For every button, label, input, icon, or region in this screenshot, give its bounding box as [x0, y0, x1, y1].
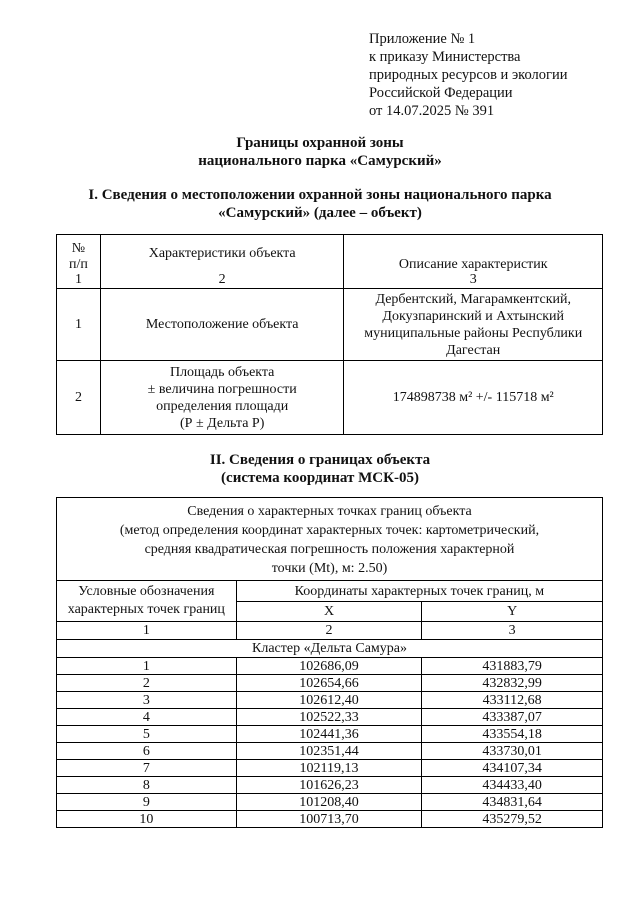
- table-row: [57, 658, 603, 675]
- y-value: 432832,99: [422, 675, 603, 692]
- table-index-row: [57, 273, 603, 289]
- point-number: 7: [57, 760, 237, 777]
- info-line: средняя квадратическая погрешность положения характерной: [144, 542, 515, 557]
- point-number: 9: [57, 794, 237, 811]
- table-row: [57, 361, 603, 435]
- coordinates-info-row: [57, 498, 603, 581]
- x-value: 102522,33: [236, 709, 422, 726]
- points-header-line: характерных точек границ: [67, 602, 225, 617]
- table-row: [57, 794, 603, 811]
- table-row: [57, 675, 603, 692]
- description-line: Дагестан: [446, 342, 501, 358]
- appendix-line: от 14.07.2025 № 391: [369, 103, 495, 119]
- x-value: 102686,09: [236, 658, 422, 675]
- section1-title-line: I. Сведения о местоположении охранной зоны национального парка: [88, 187, 552, 203]
- characteristic-line: определения площади: [156, 398, 289, 414]
- point-number: 5: [57, 726, 237, 743]
- x-value: 100713,70: [236, 811, 422, 828]
- description-line: муниципальные районы Республики: [364, 325, 583, 341]
- x-value: 102654,66: [236, 675, 422, 692]
- y-value: 431883,79: [422, 658, 603, 675]
- x-value: 102119,13: [236, 760, 422, 777]
- appendix-line: Российской Федерации: [369, 85, 513, 101]
- row-characteristic: [100, 361, 344, 435]
- table-row: [57, 777, 603, 794]
- column-index: 3: [422, 622, 603, 640]
- section2-title-line: (система координат МСК-05): [221, 470, 419, 486]
- appendix-line: Приложение № 1: [369, 31, 476, 47]
- y-header: Y: [422, 602, 603, 622]
- point-number: 4: [57, 709, 237, 726]
- y-value: 433554,18: [422, 726, 603, 743]
- cluster-row: [57, 640, 603, 658]
- section1-title-line: «Самурский» (далее – объект): [218, 205, 422, 221]
- points-header-line: Условные обозначения: [78, 584, 215, 599]
- main-title-line: Границы охранной зоны: [236, 135, 404, 151]
- characteristic-line: ± величина погрешности: [147, 381, 297, 397]
- info-line: Сведения о характерных точках границ объекта: [187, 504, 472, 519]
- table-row: [57, 726, 603, 743]
- table-row: [57, 760, 603, 777]
- table-header-row: [57, 235, 603, 273]
- y-value: 433730,01: [422, 743, 603, 760]
- appendix-line: к приказу Министерства: [369, 49, 521, 65]
- column-index: 1: [57, 622, 237, 640]
- main-title-line: национального парка «Самурский»: [198, 153, 442, 169]
- x-value: 102441,36: [236, 726, 422, 743]
- column-index: 3: [344, 273, 603, 289]
- table-row: [57, 289, 603, 361]
- appendix-line: природных ресурсов и экологии: [369, 67, 568, 83]
- info-line: точки (Mt), м: 2.50): [271, 561, 388, 576]
- coordinates-table: [56, 497, 603, 828]
- column-index: 1: [57, 273, 101, 289]
- appendix-block: [369, 30, 567, 120]
- x-value: 101626,23: [236, 777, 422, 794]
- point-number: 6: [57, 743, 237, 760]
- y-value: 433112,68: [422, 692, 603, 709]
- section1-title: [0, 186, 640, 222]
- x-header: X: [236, 602, 422, 622]
- points-header: [57, 581, 237, 622]
- location-table: [56, 234, 603, 435]
- num-header: [57, 235, 101, 273]
- description-line: Докузпаринский и Ахтынский: [382, 308, 565, 324]
- coords-header: Координаты характерных точек границ, м: [236, 581, 602, 602]
- main-title: [0, 134, 640, 170]
- y-value: 434831,64: [422, 794, 603, 811]
- column-index: 2: [100, 273, 344, 289]
- row-number: 1: [57, 289, 101, 361]
- cluster-label: Кластер «Дельта Самура»: [57, 640, 603, 658]
- point-number: 3: [57, 692, 237, 709]
- y-value: 433387,07: [422, 709, 603, 726]
- description-line: Дербентский, Магарамкентский,: [375, 291, 571, 307]
- x-value: 102351,44: [236, 743, 422, 760]
- coordinates-info: [57, 498, 603, 581]
- row-description: [344, 289, 603, 361]
- point-number: 8: [57, 777, 237, 794]
- y-value: 435279,52: [422, 811, 603, 828]
- header-row: [57, 581, 603, 602]
- characteristic-line: Площадь объекта: [169, 364, 275, 380]
- section2-title-line: II. Сведения о границах объекта: [209, 452, 431, 468]
- index-row: [57, 622, 603, 640]
- point-number: 2: [57, 675, 237, 692]
- num-header-line: п/п: [69, 256, 88, 272]
- point-number: 10: [57, 811, 237, 828]
- description-header: Описание характеристик: [344, 235, 603, 273]
- table-row: [57, 709, 603, 726]
- section2-title: [0, 451, 640, 487]
- row-characteristic: Местоположение объекта: [100, 289, 344, 361]
- info-line: (метод определения координат характерных точек: картометрический,: [119, 523, 540, 538]
- num-header-line: №: [71, 240, 86, 256]
- y-value: 434107,34: [422, 760, 603, 777]
- row-description: 174898738 м² +/- 115718 м²: [344, 361, 603, 435]
- x-value: 101208,40: [236, 794, 422, 811]
- table-row: [57, 743, 603, 760]
- point-number: 1: [57, 658, 237, 675]
- characteristic-line: (Р ± Дельта Р): [180, 415, 265, 431]
- y-value: 434433,40: [422, 777, 603, 794]
- x-value: 102612,40: [236, 692, 422, 709]
- row-number: 2: [57, 361, 101, 435]
- column-index: 2: [236, 622, 422, 640]
- table-row: [57, 811, 603, 828]
- characteristics-header: Характеристики объекта: [100, 235, 344, 273]
- table-row: [57, 692, 603, 709]
